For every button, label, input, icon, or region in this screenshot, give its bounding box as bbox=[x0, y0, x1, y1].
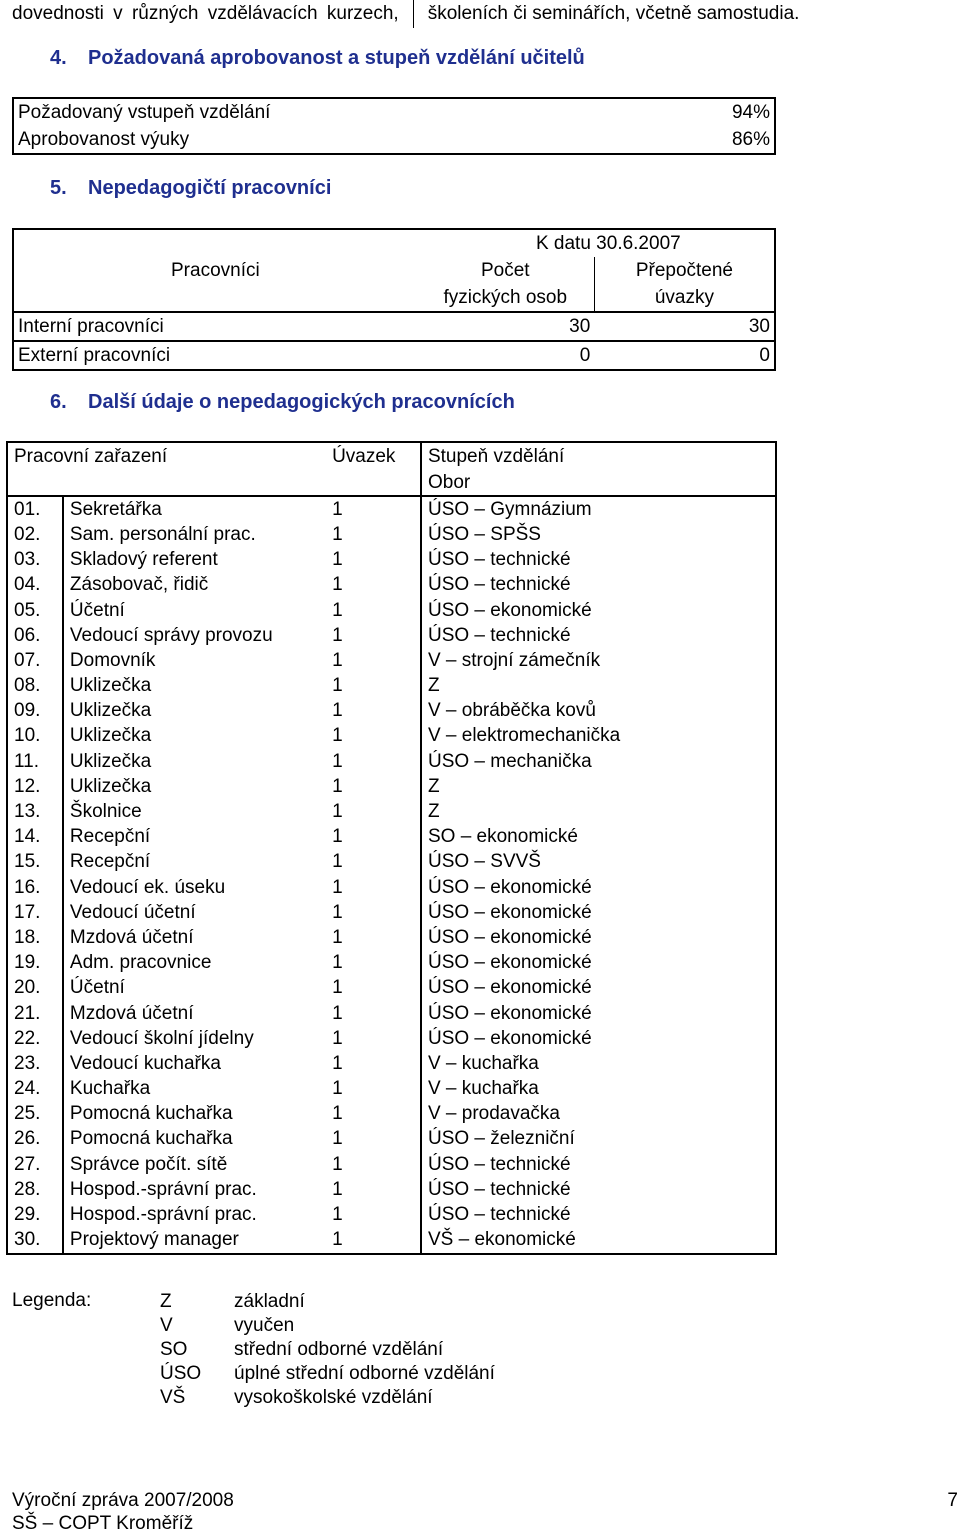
table-row bbox=[7, 749, 776, 774]
col-header-count-2: fyzických osob bbox=[417, 284, 595, 312]
table-row bbox=[7, 1202, 776, 1227]
row-load: 1 bbox=[326, 875, 421, 900]
row-position: Pomocná kuchařka bbox=[63, 1127, 326, 1152]
legend-item bbox=[160, 1386, 495, 1410]
row-load: 1 bbox=[326, 1177, 421, 1202]
row-load: 1 bbox=[326, 774, 421, 799]
row-position: Školnice bbox=[63, 799, 326, 824]
row-education: V – elektromechanička bbox=[421, 724, 776, 749]
row-position: Skladový referent bbox=[63, 548, 326, 573]
row-number: 24. bbox=[7, 1077, 63, 1102]
table-row bbox=[7, 648, 776, 673]
col-header-load: Úvazek bbox=[326, 442, 421, 470]
table-row bbox=[7, 724, 776, 749]
row-load: 1 bbox=[326, 598, 421, 623]
section-4-heading bbox=[50, 47, 585, 70]
row-load: 1 bbox=[326, 1102, 421, 1127]
row-load: 1 bbox=[326, 1152, 421, 1177]
table-row bbox=[13, 341, 775, 370]
row-position: Účetní bbox=[63, 598, 326, 623]
row-education: ÚSO – ekonomické bbox=[421, 598, 776, 623]
row-position: Recepční bbox=[63, 825, 326, 850]
col-header-fte-2: úvazky bbox=[594, 284, 775, 312]
row-label: Aprobovanost výuky bbox=[18, 128, 190, 150]
row-fte: 0 bbox=[594, 341, 775, 370]
row-number: 04. bbox=[7, 573, 63, 598]
table-row bbox=[7, 1001, 776, 1026]
table-row bbox=[7, 1177, 776, 1202]
row-number: 20. bbox=[7, 976, 63, 1001]
table-row bbox=[7, 1127, 776, 1152]
row-position: Uklizečka bbox=[63, 749, 326, 774]
row-position: Mzdová účetní bbox=[63, 925, 326, 950]
row-number: 28. bbox=[7, 1177, 63, 1202]
section-number: 4. bbox=[50, 47, 67, 69]
legend-abbreviation: V bbox=[160, 1315, 173, 1336]
section-title: Požadovaná aprobovanost a stupeň vzdělání učitelů bbox=[88, 47, 585, 69]
row-load: 1 bbox=[326, 1127, 421, 1152]
row-education: VŠ – ekonomické bbox=[421, 1228, 776, 1254]
row-position: Zásobovač, řidič bbox=[63, 573, 326, 598]
row-load: 1 bbox=[326, 1077, 421, 1102]
row-education: V – prodavačka bbox=[421, 1102, 776, 1127]
table-row bbox=[7, 1228, 776, 1254]
row-position: Vedoucí kuchařka bbox=[63, 1051, 326, 1076]
row-education: ÚSO – technické bbox=[421, 1177, 776, 1202]
row-load: 1 bbox=[326, 850, 421, 875]
row-position: Projektový manager bbox=[63, 1228, 326, 1254]
row-position: Adm. pracovnice bbox=[63, 951, 326, 976]
row-position: Recepční bbox=[63, 850, 326, 875]
footer-report-title: Výroční zpráva 2007/2008 bbox=[12, 1490, 234, 1511]
row-number: 01. bbox=[7, 496, 63, 522]
row-position: Hospod.-správní prac. bbox=[63, 1202, 326, 1227]
row-education: Z bbox=[421, 674, 776, 699]
table-row bbox=[7, 900, 776, 925]
row-count: 30 bbox=[417, 312, 595, 341]
row-load: 1 bbox=[326, 976, 421, 1001]
legend-description: základní bbox=[234, 1291, 305, 1312]
legend-abbreviation: Z bbox=[160, 1291, 172, 1312]
table-row bbox=[7, 1051, 776, 1076]
column-divider bbox=[413, 0, 414, 28]
row-number: 27. bbox=[7, 1152, 63, 1177]
row-education: V – kuchařka bbox=[421, 1051, 776, 1076]
row-education: ÚSO – SVVŠ bbox=[421, 850, 776, 875]
table-row bbox=[7, 1026, 776, 1051]
table-row bbox=[7, 1152, 776, 1177]
row-load: 1 bbox=[326, 674, 421, 699]
row-position: Uklizečka bbox=[63, 699, 326, 724]
section-6-heading bbox=[50, 391, 515, 414]
section-number: 5. bbox=[50, 177, 67, 199]
row-load: 1 bbox=[326, 749, 421, 774]
row-load: 1 bbox=[326, 900, 421, 925]
row-position: Správce počít. sítě bbox=[63, 1152, 326, 1177]
col-header-edu: Stupeň vzdělání bbox=[421, 442, 776, 470]
row-load: 1 bbox=[326, 799, 421, 824]
row-number: 16. bbox=[7, 875, 63, 900]
row-education: ÚSO – ekonomické bbox=[421, 900, 776, 925]
row-education: ÚSO – ekonomické bbox=[421, 875, 776, 900]
row-position: Pomocná kuchařka bbox=[63, 1102, 326, 1127]
row-education: Z bbox=[421, 774, 776, 799]
col-header-position: Pracovní zařazení bbox=[7, 442, 326, 470]
row-education: ÚSO – ekonomické bbox=[421, 951, 776, 976]
legend-description: úplné střední odborné vzdělání bbox=[234, 1363, 495, 1384]
row-position: Vedoucí ek. úseku bbox=[63, 875, 326, 900]
row-education: ÚSO – mechanička bbox=[421, 749, 776, 774]
row-load: 1 bbox=[326, 623, 421, 648]
legend-item bbox=[160, 1362, 495, 1386]
legend-description: vysokoškolské vzdělání bbox=[234, 1387, 433, 1408]
row-count: 0 bbox=[417, 341, 595, 370]
row-number: 13. bbox=[7, 799, 63, 824]
legend-label: Legenda: bbox=[12, 1290, 92, 1311]
row-number: 26. bbox=[7, 1127, 63, 1152]
row-value: 86% bbox=[731, 128, 770, 150]
row-position: Uklizečka bbox=[63, 674, 326, 699]
row-load: 1 bbox=[326, 724, 421, 749]
table-header-row bbox=[7, 442, 776, 470]
table-row bbox=[7, 951, 776, 976]
row-number: 03. bbox=[7, 548, 63, 573]
legend-abbreviation: ÚSO bbox=[160, 1363, 202, 1384]
row-education: ÚSO – technické bbox=[421, 548, 776, 573]
row-load: 1 bbox=[326, 522, 421, 547]
col-header-workers: Pracovníci bbox=[13, 257, 417, 284]
row-number: 06. bbox=[7, 623, 63, 648]
row-education: V – obráběčka kovů bbox=[421, 699, 776, 724]
row-load: 1 bbox=[326, 1026, 421, 1051]
section-title: Další údaje o nepedagogických pracovnících bbox=[88, 391, 515, 413]
table-row bbox=[7, 1102, 776, 1127]
row-load: 1 bbox=[326, 1001, 421, 1026]
table-header-row bbox=[13, 229, 775, 257]
row-position: Hospod.-správní prac. bbox=[63, 1177, 326, 1202]
row-number: 21. bbox=[7, 1001, 63, 1026]
row-education: ÚSO – SPŠS bbox=[421, 522, 776, 547]
row-load: 1 bbox=[326, 925, 421, 950]
row-position: Vedoucí správy provozu bbox=[63, 623, 326, 648]
section-5-heading bbox=[50, 177, 331, 200]
row-load: 1 bbox=[326, 648, 421, 673]
row-number: 18. bbox=[7, 925, 63, 950]
row-label: Interní pracovníci bbox=[13, 312, 417, 341]
row-education: V – kuchařka bbox=[421, 1077, 776, 1102]
row-number: 29. bbox=[7, 1202, 63, 1227]
table-row bbox=[13, 126, 775, 154]
footer-school-name: SŠ – COPT Kroměříž bbox=[12, 1513, 194, 1534]
legend-description: vyučen bbox=[234, 1315, 295, 1336]
row-education: ÚSO – technické bbox=[421, 623, 776, 648]
row-label: Externí pracovníci bbox=[13, 341, 417, 370]
table-row bbox=[7, 799, 776, 824]
top-text-right: školeních či seminářích, včetně samostudia. bbox=[427, 3, 800, 25]
row-number: 19. bbox=[7, 951, 63, 976]
legend-abbreviation: VŠ bbox=[160, 1387, 186, 1408]
row-fte: 30 bbox=[594, 312, 775, 341]
row-number: 11. bbox=[7, 749, 63, 774]
row-education: SO – ekonomické bbox=[421, 825, 776, 850]
row-education: ÚSO – technické bbox=[421, 573, 776, 598]
non-teaching-details-table bbox=[6, 441, 777, 1255]
row-number: 30. bbox=[7, 1228, 63, 1254]
row-number: 17. bbox=[7, 900, 63, 925]
table-row bbox=[7, 825, 776, 850]
row-position: Domovník bbox=[63, 648, 326, 673]
row-education: ÚSO – Gymnázium bbox=[421, 496, 776, 522]
table-row bbox=[7, 496, 776, 522]
row-number: 23. bbox=[7, 1051, 63, 1076]
non-teaching-staff-table bbox=[12, 228, 776, 371]
table-row bbox=[7, 699, 776, 724]
row-education: ÚSO – ekonomické bbox=[421, 976, 776, 1001]
legend-item bbox=[160, 1290, 495, 1314]
table-header-row bbox=[13, 257, 775, 284]
row-position: Účetní bbox=[63, 976, 326, 1001]
legend-item bbox=[160, 1338, 495, 1362]
row-load: 1 bbox=[326, 825, 421, 850]
row-number: 05. bbox=[7, 598, 63, 623]
table-row bbox=[7, 623, 776, 648]
table-row bbox=[7, 875, 776, 900]
table-row bbox=[13, 312, 775, 341]
row-education: ÚSO – ekonomické bbox=[421, 925, 776, 950]
row-education: ÚSO – ekonomické bbox=[421, 1001, 776, 1026]
row-load: 1 bbox=[326, 1202, 421, 1227]
row-education: ÚSO – železniční bbox=[421, 1127, 776, 1152]
table-row bbox=[7, 774, 776, 799]
col-header-count: Počet bbox=[417, 257, 595, 284]
teacher-qualification-table bbox=[12, 97, 776, 155]
legend-table bbox=[160, 1290, 495, 1410]
row-number: 12. bbox=[7, 774, 63, 799]
row-education: ÚSO – technické bbox=[421, 1152, 776, 1177]
row-number: 10. bbox=[7, 724, 63, 749]
row-education: V – strojní zámečník bbox=[421, 648, 776, 673]
row-load: 1 bbox=[326, 573, 421, 598]
legend-item bbox=[160, 1314, 495, 1338]
table-row bbox=[7, 598, 776, 623]
table-header-row bbox=[13, 284, 775, 312]
top-text-left: dovednosti v různých vzdělávacích kurzech, bbox=[12, 3, 399, 25]
row-load: 1 bbox=[326, 699, 421, 724]
row-load: 1 bbox=[326, 548, 421, 573]
page-number: 7 bbox=[947, 1490, 958, 1511]
row-label: Požadovaný vstupeň vzdělání bbox=[18, 101, 271, 123]
legend-abbreviation: SO bbox=[160, 1339, 188, 1360]
section-title: Nepedagogičtí pracovníci bbox=[88, 177, 332, 199]
table-row bbox=[7, 976, 776, 1001]
row-number: 02. bbox=[7, 522, 63, 547]
table-header-row bbox=[7, 470, 776, 496]
row-number: 25. bbox=[7, 1102, 63, 1127]
col-header-fte: Přepočtené bbox=[594, 257, 775, 284]
row-value: 94% bbox=[731, 101, 770, 123]
table-row bbox=[7, 573, 776, 598]
table-row bbox=[13, 98, 775, 126]
row-education: ÚSO – technické bbox=[421, 1202, 776, 1227]
staff-rows bbox=[7, 496, 776, 1254]
section-number: 6. bbox=[50, 391, 67, 413]
row-number: 07. bbox=[7, 648, 63, 673]
col-header-field: Obor bbox=[421, 470, 776, 496]
row-education: Z bbox=[421, 799, 776, 824]
row-education: ÚSO – ekonomické bbox=[421, 1026, 776, 1051]
row-load: 1 bbox=[326, 951, 421, 976]
top-text-line bbox=[12, 0, 799, 28]
date-header: K datu 30.6.2007 bbox=[417, 229, 775, 257]
table-row bbox=[7, 674, 776, 699]
row-position: Mzdová účetní bbox=[63, 1001, 326, 1026]
row-load: 1 bbox=[326, 1051, 421, 1076]
row-load: 1 bbox=[326, 496, 421, 522]
row-position: Kuchařka bbox=[63, 1077, 326, 1102]
table-row bbox=[7, 925, 776, 950]
table-row bbox=[7, 548, 776, 573]
row-position: Vedoucí školní jídelny bbox=[63, 1026, 326, 1051]
table-row bbox=[7, 522, 776, 547]
table-row bbox=[7, 1077, 776, 1102]
table-row bbox=[7, 850, 776, 875]
row-number: 14. bbox=[7, 825, 63, 850]
row-position: Uklizečka bbox=[63, 774, 326, 799]
row-number: 15. bbox=[7, 850, 63, 875]
row-position: Uklizečka bbox=[63, 724, 326, 749]
row-load: 1 bbox=[326, 1228, 421, 1254]
row-position: Vedoucí účetní bbox=[63, 900, 326, 925]
row-number: 09. bbox=[7, 699, 63, 724]
legend-description: střední odborné vzdělání bbox=[234, 1339, 444, 1360]
row-position: Sam. personální prac. bbox=[63, 522, 326, 547]
row-position: Sekretářka bbox=[63, 496, 326, 522]
row-number: 22. bbox=[7, 1026, 63, 1051]
row-number: 08. bbox=[7, 674, 63, 699]
